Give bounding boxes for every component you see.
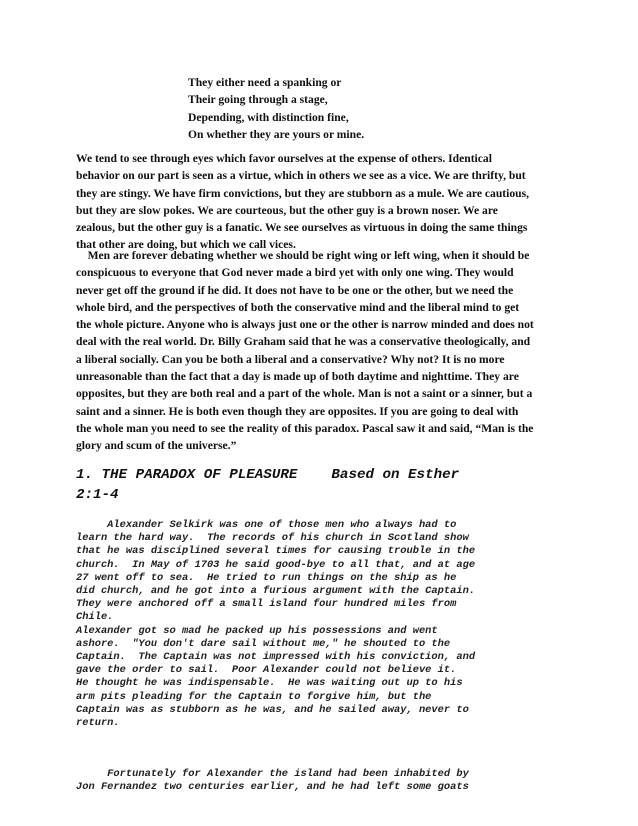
- text-line: a liberal socially. Can you be both a liberal and a conservative? Why not? It is no more: [76, 352, 505, 366]
- mono-line: arm pits pleading for the Captain to forgive him, but the: [76, 690, 432, 703]
- text-line: never get off the ground if he did. It does not have to be one or the other, but we need the: [76, 283, 514, 297]
- mono-line: Alexander Selkirk was one of those men who always had to: [76, 519, 457, 531]
- text-line: We tend to see through eyes which favor ourselves at the expense of others. Identical: [76, 152, 492, 165]
- text-line: unreasonable than the fact that a day is made up of both daytime and nighttime. They are: [76, 370, 519, 384]
- mono-line: Fortunately for Alexander the island had been inhabited by: [76, 768, 469, 780]
- poem-stanza: [188, 74, 364, 143]
- mono-line: that he was disciplined several times for causing trouble in the: [76, 545, 476, 558]
- text-line: but they are slow pokes. We are courteous, but the other guy is a brown noser. We are: [76, 203, 498, 217]
- section-heading: [76, 466, 459, 505]
- paragraph-one-wing: [76, 247, 564, 455]
- mono-line: Captain. The Captain was not impressed with his conviction, and: [76, 651, 476, 664]
- mono-line: He thought he was indispensable. He was waiting out up to his: [76, 677, 463, 690]
- poem-line: On whether they are yours or mine.: [188, 127, 365, 141]
- text-line: Men are forever debating whether we should be right wing or left wing, when it should be: [76, 249, 530, 262]
- mono-line: learn the hard way. The records of his church in Scotland show: [76, 532, 469, 545]
- text-line: zealous, but the other guy is a fanatic. We see ourselves as virtuous in doing the same things: [76, 221, 528, 235]
- mono-line: gave the order to sail. Poor Alexander could not believe it.: [76, 664, 457, 677]
- text-line: glory and scum of the universe.”: [76, 439, 237, 453]
- mono-line: Jon Fernandez two centuries earlier, and he had left some goats: [76, 781, 469, 794]
- mono-line: 27 went off to sea. He tried to run things on the ship as he: [76, 571, 457, 584]
- mono-line: Alexander got so mad he packed up his possessions and went: [76, 624, 438, 637]
- text-line: that other are doing, but which we call vices.: [76, 238, 296, 252]
- mono-line: They were anchored off a small island four hundred miles from: [76, 598, 457, 611]
- mono-line: return.: [76, 717, 120, 730]
- heading-line: 2:1-4: [76, 486, 119, 503]
- poem-line: Depending, with distinction fine,: [188, 110, 349, 124]
- text-line: whole bird, and the perspectives of both the conservative mind and the liberal mind to get: [76, 300, 520, 314]
- mono-line: Chile.: [76, 611, 114, 624]
- text-line: the whole man you need to see the reality of this paradox. Pascal saw it and said, “Man is the: [76, 421, 534, 435]
- mono-line: Captain was as stubborn as he was, and he sailed away, never to: [76, 703, 469, 716]
- poem-line: They either need a spanking or: [188, 76, 342, 89]
- text-line: deal with the real world. Dr. Billy Graham said that he was a conservative theologically, and: [76, 335, 531, 349]
- text-line: behavior on our part is seen as a virtue, which in others we see as a vice. We are thrifty, but: [76, 169, 526, 183]
- text-line: opposites, but they are both real and a part of the whole. Man is not a saint or a sinner, but a: [76, 387, 533, 401]
- mono-line: did church, and he got into a furious argument with the Captain.: [76, 585, 476, 598]
- typewriter-paragraph-selkirk: [76, 519, 475, 730]
- mono-line: ashore. "You don't dare sail without me," he shouted to the: [76, 637, 451, 650]
- poem-line: Their going through a stage,: [188, 93, 328, 107]
- text-line: the whole picture. Anyone who is always just one or the other is narrow minded and does not: [76, 318, 534, 332]
- typewriter-paragraph-fernandez: [76, 768, 469, 794]
- mono-line: church. In May of 1703 he said good-bye to all that, and at age: [76, 558, 476, 571]
- paragraph-perspective: [76, 150, 564, 254]
- text-line: saint and a sinner. He is both even though they are opposites. If you are going to deal with: [76, 404, 519, 418]
- text-line: they are stingy. We have firm convictions, but they are stubborn as a mule. We are cautious,: [76, 186, 530, 200]
- text-line: conspicuous to everyone that God never made a bird yet with only one wing. They would: [76, 266, 514, 280]
- heading-line: 1. THE PARADOX OF PLEASURE Based on Esther: [76, 467, 460, 483]
